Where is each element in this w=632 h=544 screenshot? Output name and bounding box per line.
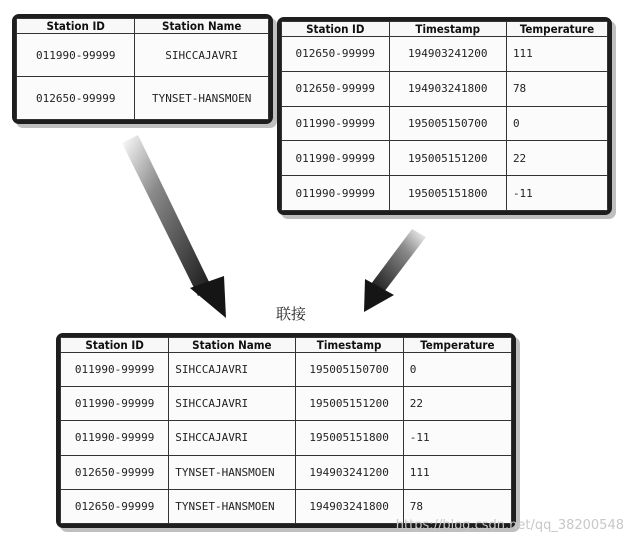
cell-temperature: 78 (403, 489, 511, 523)
column-header-temperature: Temperature (506, 22, 607, 37)
join-label: 联接 (276, 305, 307, 323)
cell-timestamp: 195005151200 (295, 387, 403, 421)
column-header-station-id: Station ID (282, 22, 390, 37)
cell-timestamp: 194903241800 (295, 489, 403, 523)
table-row (61, 353, 512, 387)
cell-station-name: SIHCCAJAVRI (169, 353, 295, 387)
joined-table (56, 333, 516, 528)
cell-temperature: 22 (403, 387, 511, 421)
cell-station-name: SIHCCAJAVRI (169, 387, 295, 421)
table-row (61, 387, 512, 421)
cell-timestamp: 194903241800 (389, 71, 506, 106)
cell-station-id: 012650-99999 (61, 489, 169, 523)
cell-temperature: 78 (506, 71, 607, 106)
cell-timestamp: 195005151800 (295, 421, 403, 455)
cell-station-id: 012650-99999 (17, 77, 135, 120)
table-row (61, 421, 512, 455)
column-header-timestamp: Timestamp (295, 338, 403, 353)
cell-station-id: 011990-99999 (282, 106, 390, 141)
cell-temperature: 111 (506, 37, 607, 72)
cell-timestamp: 195005151800 (389, 176, 506, 211)
column-header-station-name: Station Name (169, 338, 295, 353)
cell-station-id: 011990-99999 (61, 353, 169, 387)
column-header-timestamp: Timestamp (389, 22, 506, 37)
table-header-row (61, 338, 512, 353)
cell-station-id: 012650-99999 (61, 455, 169, 489)
cell-station-name: SIHCCAJAVRI (135, 34, 269, 77)
watermark-text: https://blog.csdn.net/qq_38200548 (395, 518, 624, 533)
cell-temperature: -11 (506, 176, 607, 211)
cell-station-id: 011990-99999 (282, 141, 390, 176)
cell-timestamp: 195005151200 (389, 141, 506, 176)
cell-temperature: 111 (403, 455, 511, 489)
cell-station-name: TYNSET-HANSMOEN (135, 77, 269, 120)
cell-station-name: TYNSET-HANSMOEN (169, 489, 295, 523)
cell-station-id: 011990-99999 (17, 34, 135, 77)
column-header-temperature: Temperature (403, 338, 511, 353)
cell-temperature: 0 (506, 106, 607, 141)
cell-timestamp: 194903241200 (295, 455, 403, 489)
left-arrow-icon (122, 135, 226, 318)
cell-temperature: 0 (403, 353, 511, 387)
right-arrow-icon (364, 229, 426, 312)
cell-station-id: 011990-99999 (61, 421, 169, 455)
cell-station-id: 011990-99999 (282, 176, 390, 211)
column-header-station-id: Station ID (61, 338, 169, 353)
column-header-station-id: Station ID (17, 19, 135, 34)
table-row (61, 455, 512, 489)
cell-station-id: 012650-99999 (282, 37, 390, 72)
cell-temperature: 22 (506, 141, 607, 176)
column-header-station-name: Station Name (135, 19, 269, 34)
cell-station-id: 011990-99999 (61, 387, 169, 421)
cell-temperature: -11 (403, 421, 511, 455)
cell-timestamp: 194903241200 (389, 37, 506, 72)
cell-station-name: TYNSET-HANSMOEN (169, 455, 295, 489)
cell-timestamp: 195005150700 (389, 106, 506, 141)
cell-station-name: SIHCCAJAVRI (169, 421, 295, 455)
cell-timestamp: 195005150700 (295, 353, 403, 387)
cell-station-id: 012650-99999 (282, 71, 390, 106)
